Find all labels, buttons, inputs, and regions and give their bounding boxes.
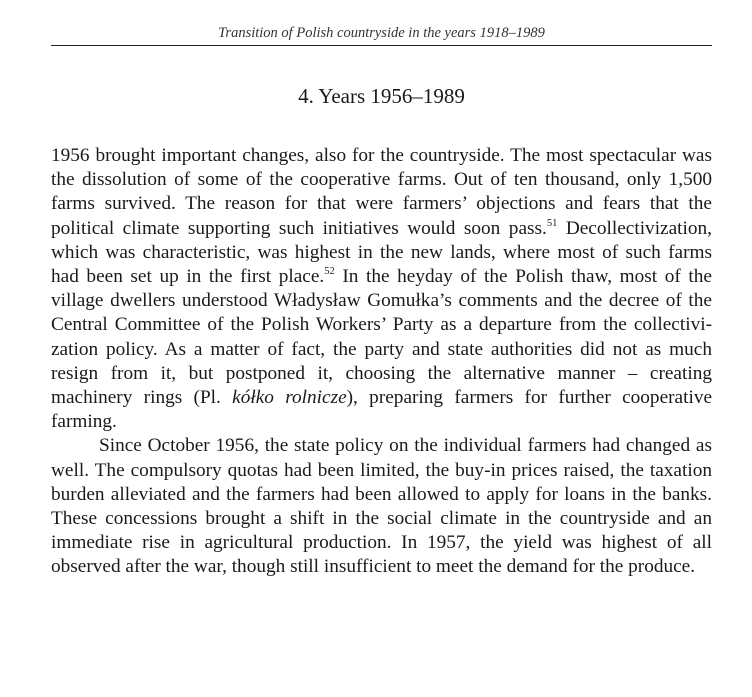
footnote-ref-52[interactable]: 52 — [324, 266, 335, 278]
paragraph-1-text-c: In the heyday of the Polish thaw, most of the village dwellers understood Władysław Gomułka’s comments and the decree of the Central Committee of the Polish Workers’ Party as a departure from the collectivization policy. As a matter of fact, the party and state authorities did not as much resign from it, but postponed it, choosing the alternative manner – creating machinery rings (Pl. — [51, 266, 712, 409]
header-rule — [51, 45, 712, 46]
paragraph-2: Since October 1956, the state policy on the individual farmers had changed as well. The compulsory quotas had been limited, the buy-in prices raised, the taxation burden alleviated and the farmers had been allowed to apply for loans in the banks. These concessions brought a shift in the social climate in the countryside and an immediate rise in agricultural production. In 1957, the yield was highest of all observed after the war, though still insufficient to meet the demand for the produce. — [51, 435, 712, 578]
paragraph-1 — [51, 144, 712, 434]
paragraph-1-text-d: ), preparing farmers for further cooperative farming. — [51, 387, 713, 433]
paragraph-1-text-a: 1956 brought important changes, also for the countryside. The most spectacular was the dissolution of some of the cooperative farms. Out of ten thousand, only 1,500 farms survived. The reason for that were farmers’ objections and fears that the political climate supporting such initiatives would soon pass. — [51, 145, 712, 239]
body-text — [51, 144, 712, 580]
italic-term: kółko rolnicze — [232, 387, 347, 409]
paragraph-1-text-b: Decollectivization, which was characteristic, was highest in the new lands, where most of such farms had been set up in the first place. — [51, 217, 712, 288]
section-title: 4. Years 1956–1989 — [298, 84, 465, 108]
footnote-ref-51[interactable]: 51 — [546, 217, 558, 229]
running-header: Transition of Polish countryside in the years 1918–1989 — [218, 25, 545, 41]
